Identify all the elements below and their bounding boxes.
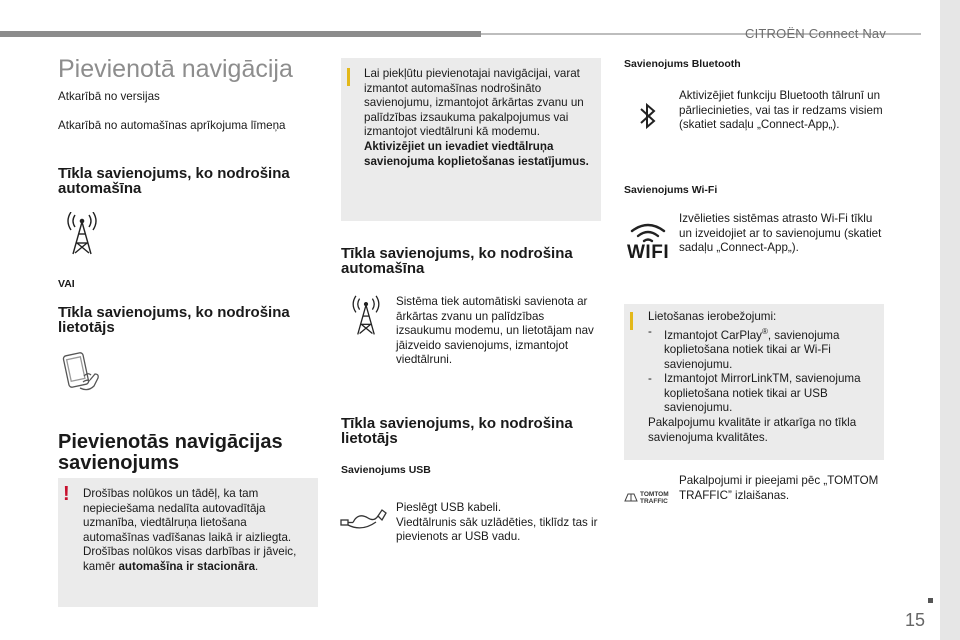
vehicle-network-text: Sistēma tiek automātiski savienota ar ārkārtas zvanu un palīdzības izsaukumu modemu, un lietotājam nav jāizveido savienojums, izmantojot viedtālruni. <box>396 295 594 367</box>
limits-footer: Pakalpojumu kvalitāte ir atkarīga no tīkla savienojuma kvalitātes. <box>648 416 857 444</box>
info-icon <box>347 68 350 86</box>
heading-wifi: Savienojums Wi-Fi <box>624 184 718 196</box>
wifi-text: Izvēlieties sistēmas atrasto Wi-Fi tīklu un izveidojiet ar to savienojumu (skatiet sadaļu „Connect-App„). <box>679 212 882 255</box>
wifi-icon <box>626 222 670 264</box>
info-text <box>364 67 594 169</box>
smartphone-hand-icon <box>58 348 106 396</box>
warning-icon: ! <box>63 483 70 505</box>
page-number: 15 <box>905 610 926 630</box>
warning-box <box>58 478 318 607</box>
info-text-bold: Aktivizējiet un ievadiet viedtālruņa savienojuma koplietošanas iestatījumus. <box>364 139 589 168</box>
heading-user-network: Tīkla savienojums, ko nodrošina lietotājs <box>58 304 290 336</box>
warning-text-2: Drošības nolūkos visas darbības ir jāveic, kamēr automašīna ir stacionāra. <box>83 545 297 573</box>
info-text-main: Lai piekļūtu pievienotajai navigācijai, varat izmantot automašīnas nodrošināto savienojumu, izmantojot ārkārtas zvanu un palīdzības izsaukuma pakalpojumus vai izmantojot viedtālruni kā modemu. <box>364 67 584 139</box>
tomtom-logo-text: TOMTOM TRAFFIC <box>640 491 669 505</box>
usb-text <box>396 501 601 545</box>
heading-user-network-2: Tīkla savienojums, ko nodrošina lietotājs <box>341 415 573 447</box>
heading-connection: Pievienotās navigācijas savienojums <box>58 431 283 474</box>
info-box-limits <box>624 304 884 460</box>
heading-vehicle-network-2: Tīkla savienojums, ko nodrošina automašīna <box>341 245 573 277</box>
limit-item-mirrorlink: - Izmantojot MirrorLinkTM, savienojuma koplietošana notiek tikai ar USB savienojumu. <box>648 372 861 415</box>
bluetooth-icon <box>636 100 660 132</box>
antenna-icon <box>58 212 106 258</box>
warning-text-1: Drošības nolūkos un tādēļ, ka tam nepieciešama nedalīta autovadītāja uzmanība, viedtālruņa lietošana automašīnas vadīšanas laikā ir aizliegta. <box>83 487 292 544</box>
paragraph-version: Atkarībā no versijas <box>58 90 160 103</box>
info-box-navigation <box>341 58 601 221</box>
page-title: Pievienotā navigācija <box>58 55 293 83</box>
usb-text-2: Viedtālrunis sāk uzlādēties, tiklīdz tas ir pievienots ar USB vadu. <box>396 515 598 544</box>
usb-cable-icon <box>340 506 388 532</box>
tomtom-text: Pakalpojumi ir pieejami pēc „TOMTOM TRAFFIC” izlaišanas. <box>679 474 879 502</box>
limit-item-carplay: - Izmantojot CarPlay®, savienojuma koplietošana notiek tikai ar Wi-Fi savienojumu. <box>648 324 840 371</box>
wifi-icon-label: WIFI <box>627 242 670 263</box>
page-end-marker <box>928 598 933 603</box>
tomtom-logo-icon <box>624 488 672 506</box>
warning-text <box>83 487 311 575</box>
header-bar <box>0 31 481 37</box>
or-label: VAI <box>58 278 75 290</box>
bluetooth-text: Aktivizējiet funkciju Bluetooth tālrunī un pārliecinieties, vai tas ir redzams visiem (skatiet sadaļu „Connect-App„). <box>679 89 883 132</box>
paragraph-equipment: Atkarībā no automašīnas aprīkojuma līmeņa <box>58 119 286 132</box>
limits-title: Lietošanas ierobežojumi: <box>648 310 777 323</box>
info-icon <box>630 312 633 330</box>
heading-usb: Savienojums USB <box>341 464 431 476</box>
page-margin-band <box>940 0 960 640</box>
header-brand: CITROËN Connect Nav <box>745 26 887 41</box>
usb-text-1: Pieslēgt USB kabeli. <box>396 501 502 514</box>
warning-text-2-bold: automašīna ir stacionāra <box>118 559 256 573</box>
antenna-icon <box>344 295 388 339</box>
heading-bluetooth: Savienojums Bluetooth <box>624 58 741 70</box>
heading-vehicle-network: Tīkla savienojums, ko nodrošina automašīna <box>58 165 290 197</box>
limits-text <box>648 310 878 445</box>
